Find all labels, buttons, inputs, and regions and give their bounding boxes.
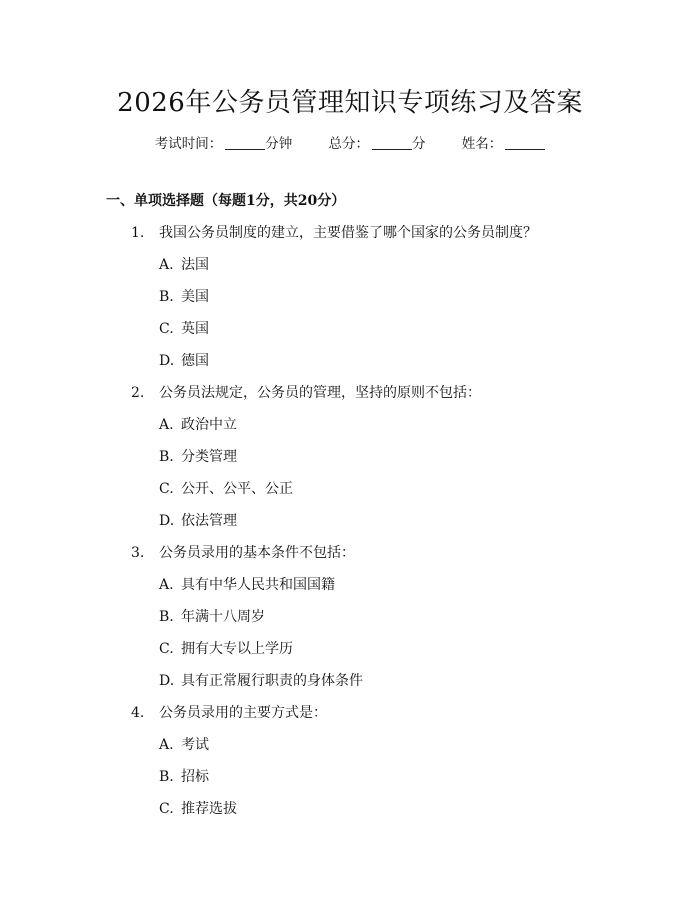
option-letter: D. (159, 673, 175, 689)
option-text: 年满十八周岁 (181, 609, 265, 625)
question-2-option-c (159, 478, 293, 498)
option-letter: C. (159, 481, 174, 497)
question-1-option-c (159, 318, 209, 338)
option-text: 德国 (181, 353, 209, 369)
option-letter: D. (159, 513, 175, 529)
option-text: 依法管理 (181, 513, 237, 529)
question-text: 公务员法规定，公务员的管理，坚持的原则不包括： (159, 385, 481, 401)
option-letter: B. (159, 289, 174, 305)
question-2-option-b (159, 446, 237, 466)
question-text: 公务员录用的基本条件不包括： (159, 545, 355, 561)
option-text: 法国 (181, 257, 209, 273)
option-letter: A. (159, 737, 174, 753)
question-2-option-d (159, 510, 237, 530)
total-score-unit: 分 (412, 136, 426, 152)
option-text: 具有中华人民共和国国籍 (181, 577, 335, 593)
question-number: 2. (131, 385, 145, 401)
student-name-blank (505, 149, 545, 150)
question-3-option-a (159, 574, 335, 594)
option-letter: A. (159, 257, 174, 273)
option-text: 招标 (181, 769, 209, 785)
question-4 (131, 702, 327, 722)
option-text: 政治中立 (181, 417, 237, 433)
option-text: 具有正常履行职责的身体条件 (181, 673, 363, 689)
document-title: 2026年公务员管理知识专项练习及答案 (117, 88, 583, 118)
student-name (462, 136, 546, 152)
option-text: 拥有大专以上学历 (181, 641, 293, 657)
question-text: 公务员录用的主要方式是： (159, 705, 327, 721)
exam-time (155, 136, 293, 152)
option-letter: C. (159, 321, 174, 337)
option-text: 美国 (181, 289, 209, 305)
question-2-option-a (159, 414, 237, 434)
question-3-option-c (159, 638, 293, 658)
question-1-option-a (159, 254, 209, 274)
total-score (329, 136, 426, 152)
student-name-label: 姓名： (461, 136, 503, 152)
total-score-label: 总分： (328, 136, 369, 152)
question-text: 我国公务员制度的建立，主要借鉴了哪个国家的公务员制度？ (159, 225, 537, 241)
question-number: 4. (131, 705, 145, 721)
option-text: 分类管理 (181, 449, 237, 465)
question-1-option-d (159, 350, 209, 370)
option-letter: B. (159, 449, 174, 465)
option-letter: C. (159, 801, 174, 817)
exam-time-label: 考试时间： (154, 136, 223, 152)
option-letter: D. (159, 353, 175, 369)
exam-meta-line (0, 132, 700, 152)
question-number: 1. (131, 225, 145, 241)
option-letter: B. (159, 609, 174, 625)
option-text: 公开、公平、公正 (181, 481, 293, 497)
question-3 (131, 542, 355, 562)
option-letter: B. (159, 769, 174, 785)
question-number: 3. (131, 545, 145, 561)
question-1-option-b (159, 286, 209, 306)
exam-time-blank (225, 149, 265, 150)
option-text: 推荐选拔 (181, 801, 237, 817)
question-4-option-a (159, 734, 209, 754)
option-text: 考试 (181, 737, 209, 753)
option-letter: C. (159, 641, 174, 657)
question-2 (131, 382, 481, 402)
total-score-blank (372, 149, 412, 150)
option-letter: A. (159, 577, 174, 593)
option-text: 英国 (181, 321, 209, 337)
question-4-option-c (159, 798, 237, 818)
question-4-option-b (159, 766, 209, 786)
section-heading: 一、单项选择题（每题1分，共20分） (106, 193, 346, 209)
option-letter: A. (159, 417, 174, 433)
exam-time-unit: 分钟 (265, 136, 293, 152)
question-3-option-b (159, 606, 265, 626)
question-1 (131, 222, 537, 242)
question-3-option-d (159, 670, 363, 690)
